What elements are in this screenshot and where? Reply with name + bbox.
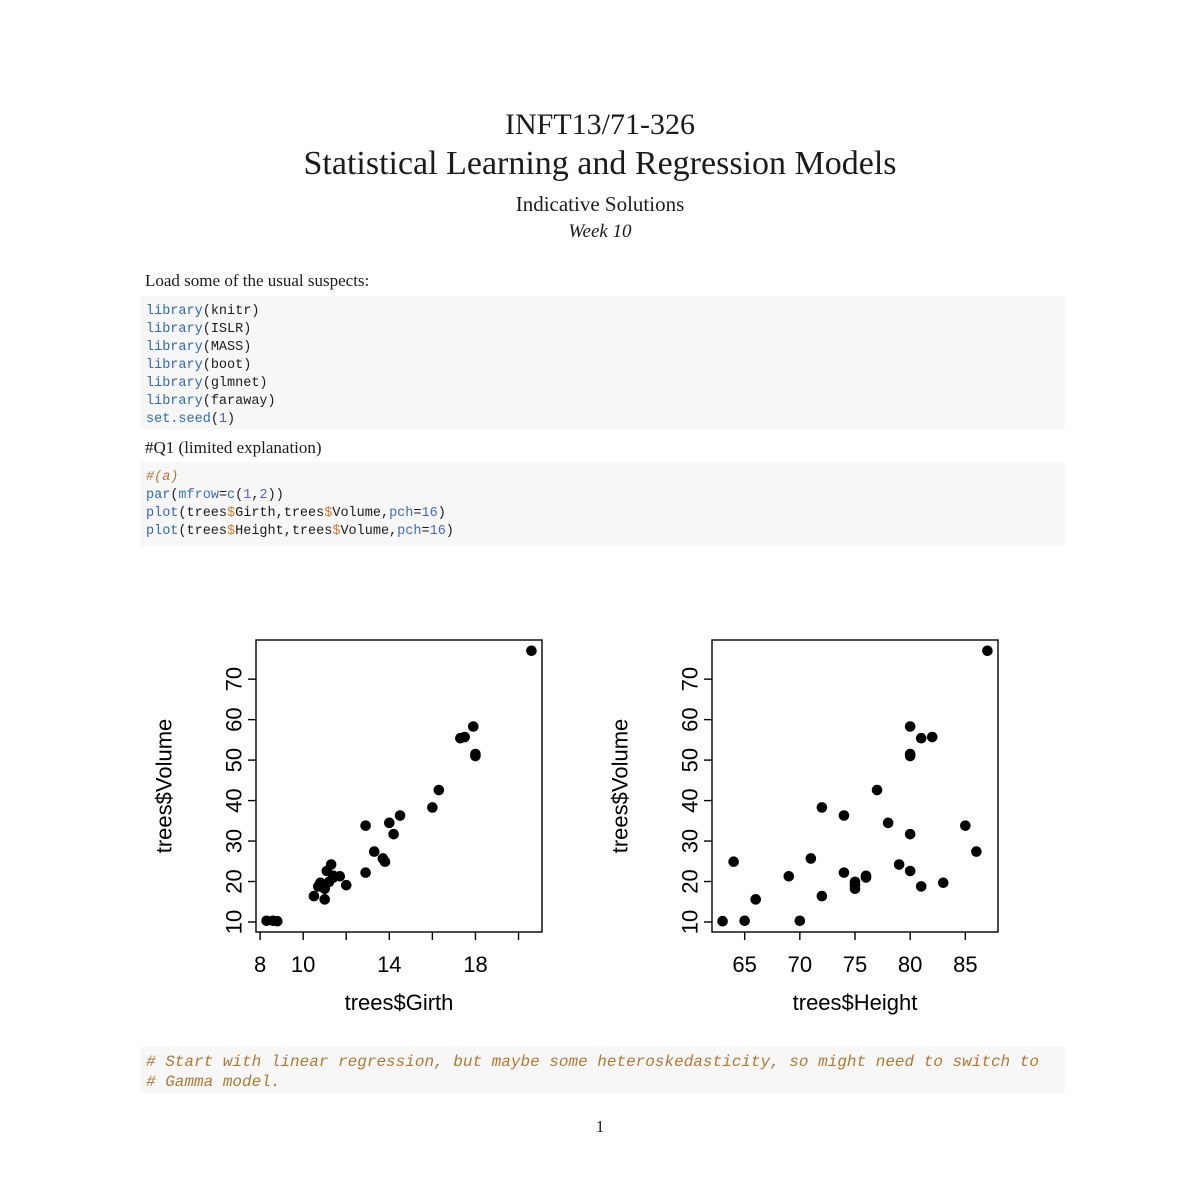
y-tick-label: 60 xyxy=(221,707,247,732)
code-line: par(mfrow=c(1,2)) xyxy=(146,488,284,503)
data-point xyxy=(309,891,320,902)
data-point xyxy=(380,856,391,867)
intro-text: Load some of the usual suspects: xyxy=(145,271,370,290)
data-point xyxy=(905,721,916,732)
data-point xyxy=(938,877,949,888)
data-point xyxy=(783,871,794,882)
data-point xyxy=(817,891,828,902)
data-point xyxy=(319,894,330,905)
x-tick-label: 85 xyxy=(953,952,978,977)
code-line: set.seed(1) xyxy=(146,412,236,427)
data-point xyxy=(861,871,872,882)
data-point xyxy=(916,733,927,744)
data-point xyxy=(739,915,750,926)
comment-block xyxy=(140,1047,1065,1093)
y-tick-label: 70 xyxy=(677,666,703,692)
code-line: library(faraway) xyxy=(146,394,276,409)
x-axis-label: trees$Girth xyxy=(344,990,454,1015)
code-line: library(MASS) xyxy=(146,340,252,355)
code-line: plot(trees$Girth,trees$Volume,pch=16) xyxy=(146,506,446,521)
y-tick-label: 20 xyxy=(221,869,247,894)
comment-line: # Gamma model. xyxy=(146,1072,281,1091)
data-point xyxy=(369,846,380,857)
doc-week-label: Week 10 xyxy=(568,221,632,242)
x-tick-label: 18 xyxy=(463,952,488,977)
plot-box xyxy=(256,640,542,932)
data-point xyxy=(927,732,938,743)
y-tick-label: 40 xyxy=(221,788,247,813)
data-point xyxy=(982,646,993,657)
y-tick-label: 50 xyxy=(677,747,703,773)
data-point xyxy=(334,871,345,882)
data-point xyxy=(272,916,283,927)
x-tick-label: 65 xyxy=(732,952,757,977)
comment-line: # Start with linear regression, but maybe some heteroskedasticity, so might need to switch to xyxy=(146,1053,1039,1071)
code-line: library(knitr) xyxy=(146,304,260,319)
data-point xyxy=(459,732,470,743)
scatter-plot-height-volume xyxy=(596,598,1036,1043)
x-tick-label: 14 xyxy=(377,952,402,977)
page-number: 1 xyxy=(595,1117,605,1136)
data-point xyxy=(750,894,761,905)
doc-title-line1: INFT13/71-326 xyxy=(505,108,695,141)
data-point xyxy=(395,810,406,821)
data-point xyxy=(916,881,927,892)
data-point xyxy=(526,646,537,657)
data-point xyxy=(717,916,728,927)
doc-title-line2: Statistical Learning and Regression Models xyxy=(303,145,897,182)
x-tick-label: 8 xyxy=(253,952,267,977)
data-point xyxy=(806,853,817,864)
data-point xyxy=(728,856,739,867)
data-point xyxy=(468,721,479,732)
y-tick-label: 60 xyxy=(677,707,703,732)
code-line: plot(trees$Height,trees$Volume,pch=16) xyxy=(146,524,454,539)
x-tick-label: 75 xyxy=(842,952,868,977)
code-line: #(a) xyxy=(146,470,179,485)
y-tick-label: 20 xyxy=(677,869,703,894)
data-point xyxy=(905,829,916,840)
data-point xyxy=(839,867,850,878)
data-point xyxy=(384,818,395,829)
data-point xyxy=(894,859,905,870)
y-tick-label: 30 xyxy=(677,828,703,854)
data-point xyxy=(905,751,916,762)
data-point xyxy=(360,867,371,878)
code-line: library(glmnet) xyxy=(146,376,268,391)
data-point xyxy=(883,818,894,829)
data-point xyxy=(341,880,352,891)
y-axis-label: trees$Volume xyxy=(607,718,633,854)
y-tick-label: 10 xyxy=(677,909,703,935)
y-tick-label: 30 xyxy=(221,828,247,854)
data-point xyxy=(470,751,481,762)
data-point xyxy=(427,802,438,813)
code-block-plot-commands xyxy=(140,462,1065,546)
data-point xyxy=(872,785,883,796)
data-point xyxy=(434,785,445,796)
y-tick-label: 40 xyxy=(677,788,703,813)
data-point xyxy=(817,802,828,813)
doc-subtitle: Indicative Solutions xyxy=(515,192,685,216)
data-point xyxy=(960,820,971,831)
y-tick-label: 70 xyxy=(221,666,247,692)
data-point xyxy=(326,859,337,870)
data-point xyxy=(839,810,850,821)
y-tick-label: 50 xyxy=(221,747,247,773)
x-tick-label: 80 xyxy=(897,952,923,977)
x-axis-label: trees$Height xyxy=(792,990,918,1015)
data-point xyxy=(360,820,371,831)
code-block-libraries xyxy=(140,296,1065,429)
data-point xyxy=(795,915,806,926)
x-tick-label: 70 xyxy=(787,952,813,977)
data-point xyxy=(905,866,916,877)
x-tick-label: 10 xyxy=(290,952,316,977)
q1-heading: #Q1 (limited explanation) xyxy=(145,438,322,457)
data-point xyxy=(388,829,399,840)
data-point xyxy=(850,880,861,891)
code-line: library(ISLR) xyxy=(146,322,252,337)
y-tick-label: 10 xyxy=(221,909,247,935)
data-point xyxy=(971,846,982,857)
y-axis-label: trees$Volume xyxy=(151,718,177,854)
code-line: library(boot) xyxy=(146,358,252,373)
scatter-plot-girth-volume xyxy=(140,598,580,1043)
